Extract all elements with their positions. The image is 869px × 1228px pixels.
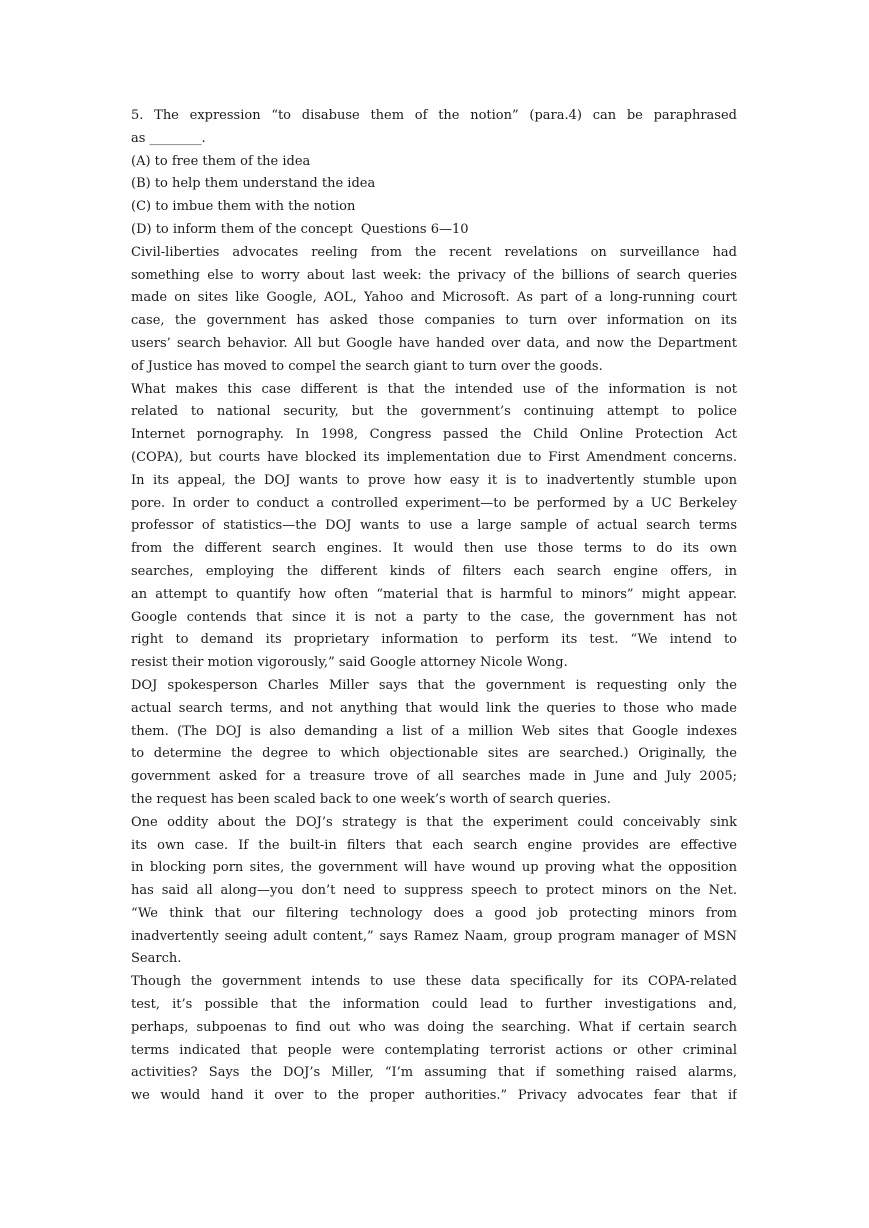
text-line: inadvertently seeing adult content,” says Ramez Naam, group program manager of MSN <box>131 928 737 944</box>
text-line: case, the government has asked those companies to turn over information on its <box>131 313 737 329</box>
text-line: Internet pornography. In 1998, Congress passed the Child Online Protection Act <box>131 427 737 443</box>
text-line: (COPA), but courts have blocked its implementation due to First Amendment concerns. <box>131 449 737 465</box>
text-line: (B) to help them understand the idea <box>131 176 376 192</box>
text-line: searches, employing the different kinds of filters each search engine offers, in <box>131 563 737 579</box>
text-line: One oddity about the DOJ’s strategy is that the experiment could conceivably sink <box>131 814 737 830</box>
text-line: test, it’s possible that the information could lead to further investigations and, <box>131 997 737 1013</box>
text-line: professor of statistics—the DOJ wants to use a large sample of actual search terms <box>131 518 737 534</box>
text-line: something else to worry about last week: the privacy of the billions of search queries <box>131 267 737 283</box>
text-line: the request has been scaled back to one week’s worth of search queries. <box>131 791 611 807</box>
text-line: What makes this case different is that the intended use of the information is not <box>131 381 737 397</box>
text-line: from the different search engines. It would then use those terms to do its own <box>131 541 737 557</box>
text-line: Civil-liberties advocates reeling from the recent revelations on surveillance had <box>131 244 737 260</box>
text-line: Though the government intends to use these data specifically for its COPA-related <box>131 974 737 990</box>
text-line: as ________. <box>131 130 206 146</box>
text-line: pore. In order to conduct a controlled experiment—to be performed by a UC Berkeley <box>131 495 737 511</box>
text-line: has said all along—you don’t need to suppress speech to protect minors on the Net. <box>131 883 737 899</box>
text-line: (C) to imbue them with the notion <box>131 199 356 215</box>
text-line: related to national security, but the government’s continuing attempt to police <box>131 404 737 420</box>
text-line: we would hand it over to the proper authorities.” Privacy advocates fear that if <box>131 1088 737 1104</box>
text-line: perhaps, subpoenas to find out who was doing the searching. What if certain search <box>131 1019 737 1035</box>
text-line: Google contends that since it is not a party to the case, the government has not <box>131 609 737 625</box>
text-line: 5. The expression “to disabuse them of the notion” (para.4) can be paraphrased <box>131 108 737 123</box>
text-line: DOJ spokesperson Charles Miller says that the government is requesting only the <box>131 677 737 693</box>
text-line: to determine the degree to which objectionable sites are searched.) Originally, the <box>131 746 737 762</box>
text-line: made on sites like Google, AOL, Yahoo and Microsoft. As part of a long-running court <box>131 290 737 306</box>
text-line: of Justice has moved to compel the search giant to turn over the goods. <box>131 358 603 374</box>
document-page <box>131 105 737 1108</box>
text-line: government asked for a treasure trove of all searches made in June and July 2005; <box>131 769 737 785</box>
text-line: users’ search behavior. All but Google have handed over data, and now the Department <box>131 335 737 351</box>
text-line: its own case. If the built-in filters that each search engine provides are effective <box>131 837 737 853</box>
text-line: In its appeal, the DOJ wants to prove how easy it is to inadvertently stumble upon <box>131 472 737 488</box>
text-line: an attempt to quantify how often “material that is harmful to minors” might appear. <box>131 586 737 602</box>
text-line: terms indicated that people were contemplating terrorist actions or other criminal <box>131 1042 737 1058</box>
text-line: resist their motion vigorously,” said Google attorney Nicole Wong. <box>131 655 568 671</box>
text-line: (D) to inform them of the concept Questions 6—10 <box>131 221 469 237</box>
text-line: “We think that our filtering technology does a good job protecting minors from <box>131 905 737 921</box>
text-line: them. (The DOJ is also demanding a list of a million Web sites that Google indexes <box>131 723 737 739</box>
text-line: in blocking porn sites, the government will have wound up proving what the opposition <box>131 860 737 876</box>
text-line: (A) to free them of the idea <box>131 153 311 169</box>
text-line: right to demand its proprietary information to perform its test. “We intend to <box>131 632 737 648</box>
text-line: actual search terms, and not anything that would link the queries to those who made <box>131 700 737 716</box>
text-line: Search. <box>131 951 182 967</box>
text-line: activities? Says the DOJ’s Miller, “I’m assuming that if something raised alarms, <box>131 1065 737 1081</box>
